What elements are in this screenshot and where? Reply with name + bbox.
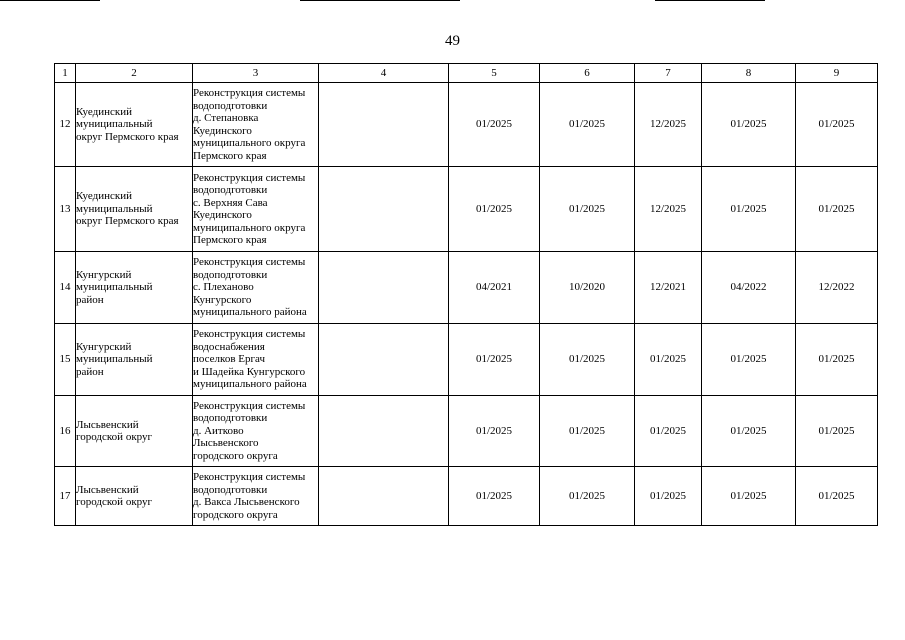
object-cell [193, 324, 319, 396]
territory-cell [76, 252, 193, 324]
column-4-cell [319, 324, 449, 396]
object-line: и Шадейка Кунгурского [193, 365, 306, 378]
header-cell: 1 [55, 64, 76, 83]
object-line: Куединского [193, 124, 252, 137]
territory-line: городской округ [76, 496, 153, 508]
date-cell: 01/2025 [449, 83, 540, 167]
territory-line: Лысьвенский [76, 483, 139, 496]
territory-cell [76, 467, 193, 526]
object-line: Реконструкция системы [193, 171, 306, 184]
object-line: Реконструкция системы [193, 328, 306, 341]
date-cell: 01/2025 [635, 467, 702, 526]
territory-line: муниципальный [76, 118, 153, 131]
column-4-cell [319, 83, 449, 167]
object-line: Реконструкция системы [193, 87, 306, 99]
territory-line: район [76, 293, 104, 306]
date-cell: 12/2025 [635, 167, 702, 252]
object-line: водоподготовки [193, 99, 268, 112]
column-4-cell [319, 252, 449, 324]
top-border-line-left [0, 0, 100, 1]
date-cell: 01/2025 [796, 396, 878, 467]
table-row [55, 83, 878, 167]
object-line: Пермского края [193, 234, 267, 246]
territory-line: муниципальный [76, 353, 153, 366]
object-line: с. Верхняя Сава [193, 196, 268, 209]
territory-cell [76, 396, 193, 467]
table-row [55, 396, 878, 467]
date-cell: 01/2025 [449, 167, 540, 252]
territory-line: Лысьвенский [76, 418, 139, 431]
table-row [55, 252, 878, 324]
row-number: 17 [55, 467, 76, 526]
object-line: водоподготовки [193, 483, 268, 496]
date-cell: 01/2025 [449, 467, 540, 526]
date-cell: 01/2025 [702, 396, 796, 467]
date-cell: 01/2025 [635, 324, 702, 396]
header-row [55, 64, 878, 83]
header-cell: 6 [540, 64, 635, 83]
object-line: Кунгурского [193, 293, 252, 306]
date-cell: 01/2025 [796, 83, 878, 167]
territory-line: городской округ [76, 431, 153, 443]
top-border-line-right [655, 0, 765, 1]
date-cell: 04/2021 [449, 252, 540, 324]
object-line: муниципального округа [193, 221, 306, 234]
page-number: 49 [445, 33, 460, 49]
date-cell: 01/2025 [635, 396, 702, 467]
object-line: д. Аитково [193, 424, 244, 437]
header-cell: 7 [635, 64, 702, 83]
object-line: Куединского [193, 209, 252, 221]
territory-cell [76, 167, 193, 252]
object-cell [193, 396, 319, 467]
row-number: 15 [55, 324, 76, 396]
data-table [54, 63, 878, 526]
row-number: 12 [55, 83, 76, 167]
column-4-cell [319, 167, 449, 252]
date-cell: 12/2021 [635, 252, 702, 324]
object-line: муниципального района [193, 306, 307, 319]
row-number: 16 [55, 396, 76, 467]
object-line: водоподготовки [193, 412, 268, 425]
object-line: городского округа [193, 508, 278, 521]
header-cell: 9 [796, 64, 878, 83]
territory-line: Кунгурский [76, 340, 132, 353]
table-row [55, 167, 878, 252]
date-cell: 01/2025 [449, 324, 540, 396]
object-line: Реконструкция системы [193, 471, 306, 483]
date-cell: 01/2025 [540, 467, 635, 526]
top-border-line-middle [300, 0, 460, 1]
date-cell: 04/2022 [702, 252, 796, 324]
date-cell: 01/2025 [540, 396, 635, 467]
object-line: с. Плеханово [193, 281, 254, 294]
object-line: муниципального округа [193, 137, 306, 149]
object-line: Реконструкция системы [193, 399, 306, 412]
date-cell: 01/2025 [702, 83, 796, 167]
date-cell: 01/2025 [540, 324, 635, 396]
table-row [55, 324, 878, 396]
object-line: поселков Ергач [193, 353, 265, 366]
date-cell: 12/2022 [796, 252, 878, 324]
territory-line: район [76, 365, 104, 378]
object-cell [193, 252, 319, 324]
object-line: Реконструкция системы [193, 256, 306, 269]
territory-line: Куединский [76, 190, 132, 203]
date-cell: 01/2025 [702, 324, 796, 396]
object-line: водоподготовки [193, 184, 268, 196]
date-cell: 01/2025 [702, 467, 796, 526]
header-cell: 8 [702, 64, 796, 83]
header-cell: 5 [449, 64, 540, 83]
date-cell: 10/2020 [540, 252, 635, 324]
territory-line: Куединский [76, 105, 132, 118]
header-cell: 4 [319, 64, 449, 83]
date-cell: 01/2025 [449, 396, 540, 467]
object-line: Пермского края [193, 149, 267, 162]
object-cell [193, 83, 319, 167]
date-cell: 12/2025 [635, 83, 702, 167]
row-number: 14 [55, 252, 76, 324]
territory-line: муниципальный [76, 281, 153, 294]
date-cell: 01/2025 [796, 467, 878, 526]
object-line: водоподготовки [193, 268, 268, 281]
date-cell: 01/2025 [796, 324, 878, 396]
object-cell [193, 167, 319, 252]
territory-line: Кунгурский [76, 268, 132, 281]
object-cell [193, 467, 319, 526]
header-cell: 3 [193, 64, 319, 83]
territory-line: муниципальный [76, 202, 153, 215]
date-cell: 01/2025 [540, 83, 635, 167]
date-cell: 01/2025 [702, 167, 796, 252]
territory-cell [76, 83, 193, 167]
object-line: Лысьвенского [193, 437, 259, 450]
territory-line: округ Пермского края [76, 215, 179, 228]
column-4-cell [319, 467, 449, 526]
date-cell: 01/2025 [796, 167, 878, 252]
object-line: д. Степановка [193, 112, 259, 124]
column-4-cell [319, 396, 449, 467]
territory-line: округ Пермского края [76, 130, 179, 143]
object-line: д. Вакса Лысьвенского [193, 496, 300, 508]
object-line: водоснабжения [193, 340, 265, 353]
row-number: 13 [55, 167, 76, 252]
header-cell: 2 [76, 64, 193, 83]
date-cell: 01/2025 [540, 167, 635, 252]
territory-cell [76, 324, 193, 396]
object-line: городского округа [193, 449, 278, 462]
object-line: муниципального района [193, 378, 307, 391]
table-row [55, 467, 878, 526]
